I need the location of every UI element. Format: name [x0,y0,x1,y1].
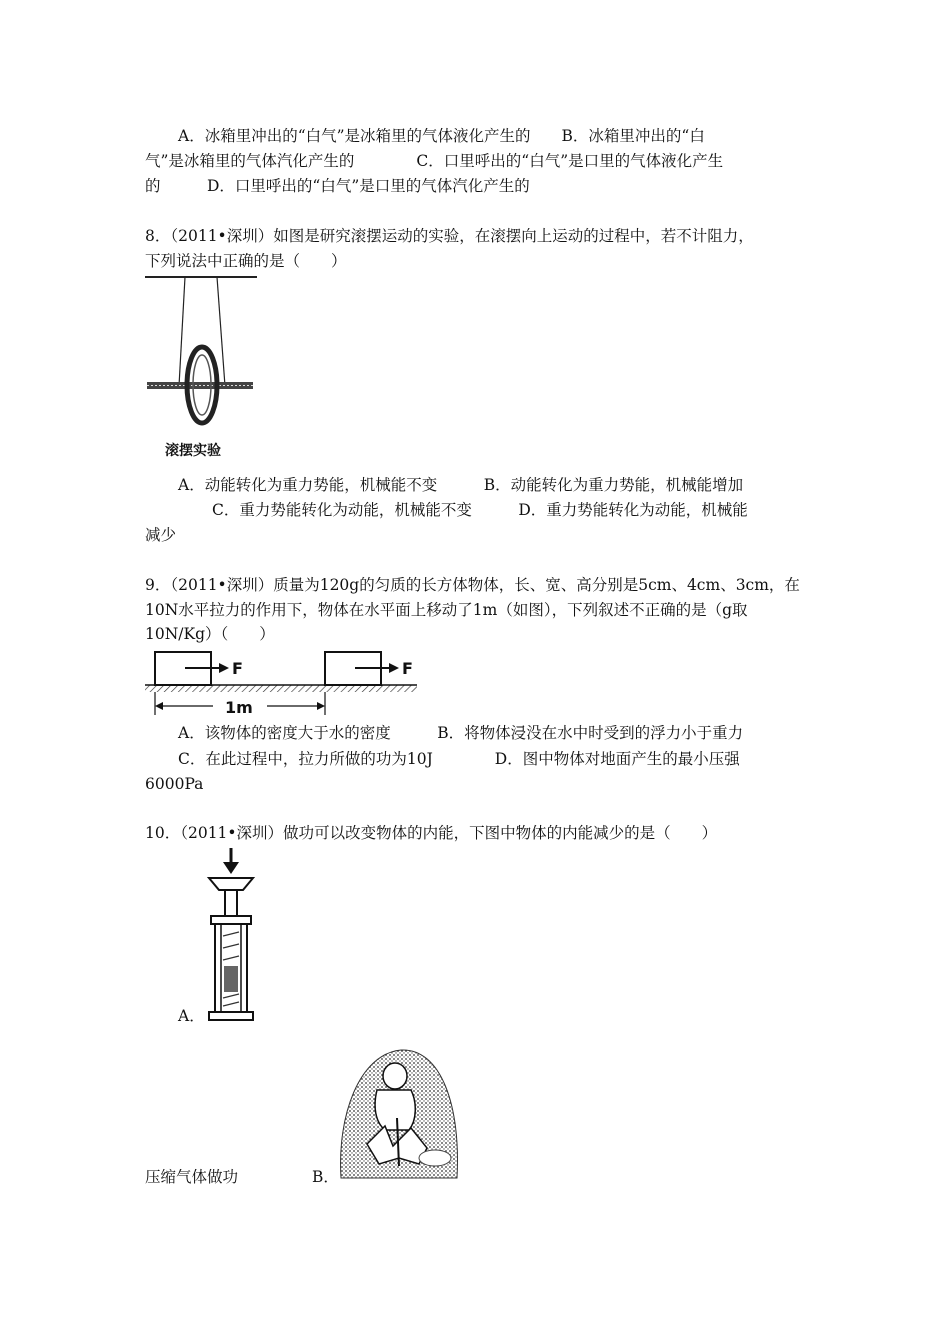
q9-options-line-3: 6000Pa [145,775,204,793]
q8-options-line-2: C．重力势能转化为动能，机械能不变 D．重力势能转化为动能，机械能 [212,501,748,519]
force-label-left: F [232,659,243,678]
force-label-right: F [402,659,413,678]
q7-options-line-3: 的 D．口里呼出的“白气”是口里的气体汽化产生的 [145,177,530,195]
q10-option-b-label: B． [312,1168,339,1186]
distance-label: 1m [225,698,253,717]
q9-stem-line-3: 10N/Kg）（ ） [145,625,275,643]
block-pull-figure [145,647,420,719]
maxwell-wheel-caption: 滚摆实验 [165,443,221,459]
q8-options-line-1: A．动能转化为重力势能，机械能不变 B．动能转化为重力势能，机械能增加 [178,476,744,494]
q9-options-line-1: A．该物体的密度大于水的密度 B．将物体浸没在水中时受到的浮力小于重力 [178,724,744,742]
maxwell-wheel-figure [145,272,263,462]
q10-option-a-description: 压缩气体做功 [145,1168,239,1186]
q8-stem-line-1: 8．（2011•深圳）如图是研究滚摆运动的实验，在滚摆向上运动的过程中，若不计阻力， [145,227,754,245]
q9-stem-line-2: 10N水平拉力的作用下，物体在水平面上移动了1m（如图），下列叙述不正确的是（g取 [145,601,748,619]
fire-drilling-figure [333,1046,465,1186]
q8-stem-line-2: 下列说法中正确的是（ ） [145,252,347,270]
q8-options-line-3: 减少 [145,526,177,544]
q7-options-line-2: 气”是冰箱里的气体汽化产生的 C．口里呼出的“白气”是口里的气体液化产生 [145,152,724,170]
q7-options-line-1: A．冰箱里冲出的“白气”是冰箱里的气体液化产生的 B．冰箱里冲出的“白 [178,127,705,145]
air-compression-figure [205,848,257,1023]
q9-options-line-2: C．在此过程中，拉力所做的功为10J D．图中物体对地面产生的最小压强 [178,750,740,768]
q10-stem: 10．（2011•深圳）做功可以改变物体的内能，下图中物体的内能减少的是（ ） [145,824,718,842]
q10-option-a-label: A． [178,1007,205,1025]
q9-stem-line-1: 9．（2011•深圳）质量为120g的匀质的长方体物体，长、宽、高分别是5cm、4cm、3cm，在 [145,576,800,594]
